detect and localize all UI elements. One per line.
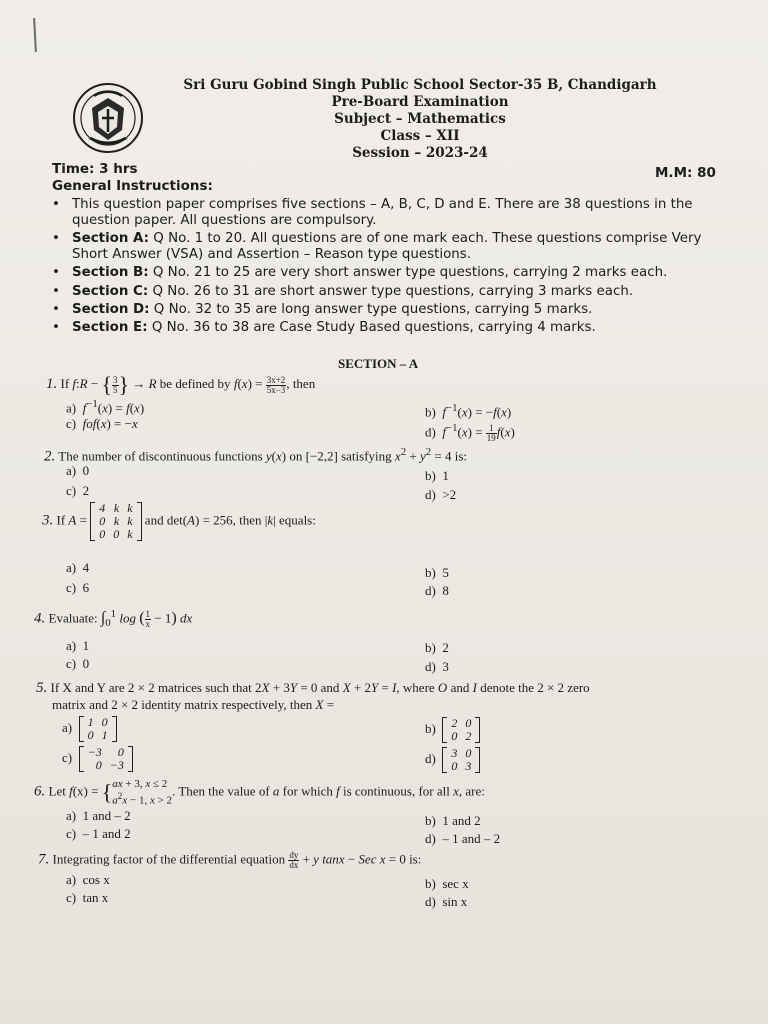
question-6: 6. Let f(x) = {ax + 3, x ≤ 2 $a^2x - 1$, x > 2. Then the value of a for which f is continuous, for all x, are: [34, 778, 485, 807]
q2-option-c: c) 2 [66, 483, 90, 498]
q7-option-c: c) tan x [66, 890, 109, 905]
q5-option-a: a) 1 0 0 1 [62, 716, 117, 742]
exam-name: Pre-Board Examination [331, 94, 509, 110]
q4-option-a: a) 1 [66, 638, 90, 653]
question-5-line2: matrix and 2 × 2 identity matrix respectively, then X = [52, 697, 335, 712]
question-5: 5. If X and Y are 2 × 2 matrices such that 2X + 3Y = 0 and X + 2Y = I, where O and I denote the 2 × 2 zero [36, 680, 590, 696]
section-heading: SECTION – A [338, 356, 419, 371]
question-2: 2. The number of discontinuous functions y(x) on [−2,2] satisfying $x^2 + y^2 = 4$ is: [44, 446, 468, 465]
session-line: Session – 2023-24 [352, 145, 488, 161]
q2-option-d: d) >2 [425, 487, 457, 502]
school-name: Sri Guru Gobind Singh Public School Sector-35 B, Chandigarh [183, 77, 657, 93]
q3-option-c: c) 6 [66, 580, 90, 595]
q5-option-c: c) −3 0 0 −3 [62, 746, 133, 772]
q6-option-d: d) – 1 and – 2 [425, 831, 501, 846]
subject-line: Subject – Mathematics [334, 111, 506, 127]
matrix-option-b: 2 0 0 2 [442, 717, 480, 743]
q1-option-b: b) $f^{-1}(x) = -f(x)$ [425, 402, 512, 420]
q6-option-c: c) – 1 and 2 [66, 826, 131, 841]
matrix-a: 4 k k 0 k k 0 0 k [90, 502, 141, 541]
matrix-option-d: 3 0 0 3 [442, 747, 480, 773]
pen-margin-mark [33, 18, 37, 52]
q7-option-b: b) sec x [425, 876, 469, 891]
q6-option-a: a) 1 and – 2 [66, 808, 131, 823]
instructions-heading: General Instructions: [52, 178, 213, 194]
q5-option-b: b) 2 0 0 2 [425, 717, 480, 743]
max-marks: M.M: 80 [655, 165, 716, 181]
time-label: Time: 3 hrs [52, 161, 138, 177]
q3-option-a: a) 4 [66, 560, 90, 575]
exam-page: Sri Guru Gobind Singh Public School Sector-35 B, Chandigarh Pre-Board Examination Subject – Mathematics Class – XII Session – 2023-24 Time: 3 hrs M.M: 80 General Instructions: • This question paper comprises five sections – A, B, C, D and E. There are 38 questions in the question paper. All questions are compulsory. • Section A: Q No. 1 to 20. All questions are of one mark each. These questions comprise Very Short Answer (VSA) and Assertion – Reason type questions. • Section B: Q No. 21 to 25 are very short answer type questions, carrying 2 marks each. • Section C: Q No. 26 to 31 are short answer type questions, carrying 3 marks each. • Section D: Q No. 32 to 35 are long answer type questions, carrying 5 marks. • Section E: Q No. 36 to 38 are Case Study Based questions, carrying 4 marks. SECTION – A 1. If f:R − { $\frac{3}{5}$ } → R be defined by f(x) = $\frac{3x+2}{5x-3}$ , then a) $f^{-1}(x) = f(x)$ c) fof(x) = −x b) $f^{-1}(x) = -f(x)$ d) $f^{-1}(x)$ = $\frac{1}{19}$ f(x) 2. The number of discontinuous functions y(x) on [−2,2] satisfying $x^2 + y^2 = 4$ is: a) 0 c) 2 b) 1 d) >2 3. If A = 4 k k 0 k k 0 0 k and det(A) = 256, then |k| equals: a) 4 c) 6 b) 5 d) 8 4. Evaluate: $\int_0^1$ log ( $\frac{1}{x}$ − 1) dx a) 1 c) 0 b) 2 d) 3 5. If X and Y are 2 × 2 matrices such that 2X + 3Y = 0 and X + 2Y = I, where O and I denote the 2 × 2 zero matrix and 2 × 2 identity matrix respectively, then X = a) 1 0 0 1 c) −3 0 0 −3 b) 2 0 0 2 d) 3 0 0 3 6. Let f(x) = {ax + 3, x ≤ 2 $a^2x - 1$, x > 2. Then the value of a for which f is continuous, for all x, are: a) 1 and – 2 c) – 1 and 2 b) 1 and 2 d) – 1 and – 2 7. Integrating factor of the differential equation $\frac{dy}{dx}$ + y tanx − Sec x = 0 is: a) cos x c) tan x b) sec x d) sin x [0, 0, 768, 1024]
q4-option-b: b) 2 [425, 640, 449, 655]
question-1: 1. If f:R − { $\frac{3}{5}$ } → R be defined by f(x) = $\frac{3x+2}{5x-3}$ , then [46, 372, 316, 397]
matrix-option-c: −3 0 0 −3 [79, 746, 133, 772]
q5-option-d: d) 3 0 0 3 [425, 747, 480, 773]
q7-option-d: d) sin x [425, 894, 468, 909]
q1-option-d: d) $f^{-1}(x)$ = $\frac{1}{19}$ f(x) [425, 422, 515, 443]
q7-option-a: a) cos x [66, 872, 110, 887]
q1-option-c: c) fof(x) = −x [66, 416, 138, 431]
q2-option-b: b) 1 [425, 468, 449, 483]
q6-option-b: b) 1 and 2 [425, 813, 481, 828]
q1-option-a: a) $f^{-1}(x) = f(x)$ [66, 398, 145, 416]
q3-option-d: d) 8 [425, 583, 449, 598]
question-4: 4. Evaluate: $\int_0^1$ log ( $\frac{1}{x}$ − 1) dx [34, 608, 193, 629]
q4-option-c: c) 0 [66, 656, 90, 671]
q2-option-a: a) 0 [66, 463, 90, 478]
question-7: 7. Integrating factor of the differential equation $\frac{dy}{dx}$ + y tanx − Sec x = 0 is: [38, 850, 422, 870]
q3-option-b: b) 5 [425, 565, 449, 580]
matrix-option-a: 1 0 0 1 [79, 716, 117, 742]
class-line: Class – XII [380, 128, 460, 144]
q4-option-d: d) 3 [425, 659, 449, 674]
question-3: 3. If A = 4 k k 0 k k 0 0 k and det(A) = 256, then |k| equals: [42, 501, 316, 541]
school-crest-logo [72, 82, 144, 154]
